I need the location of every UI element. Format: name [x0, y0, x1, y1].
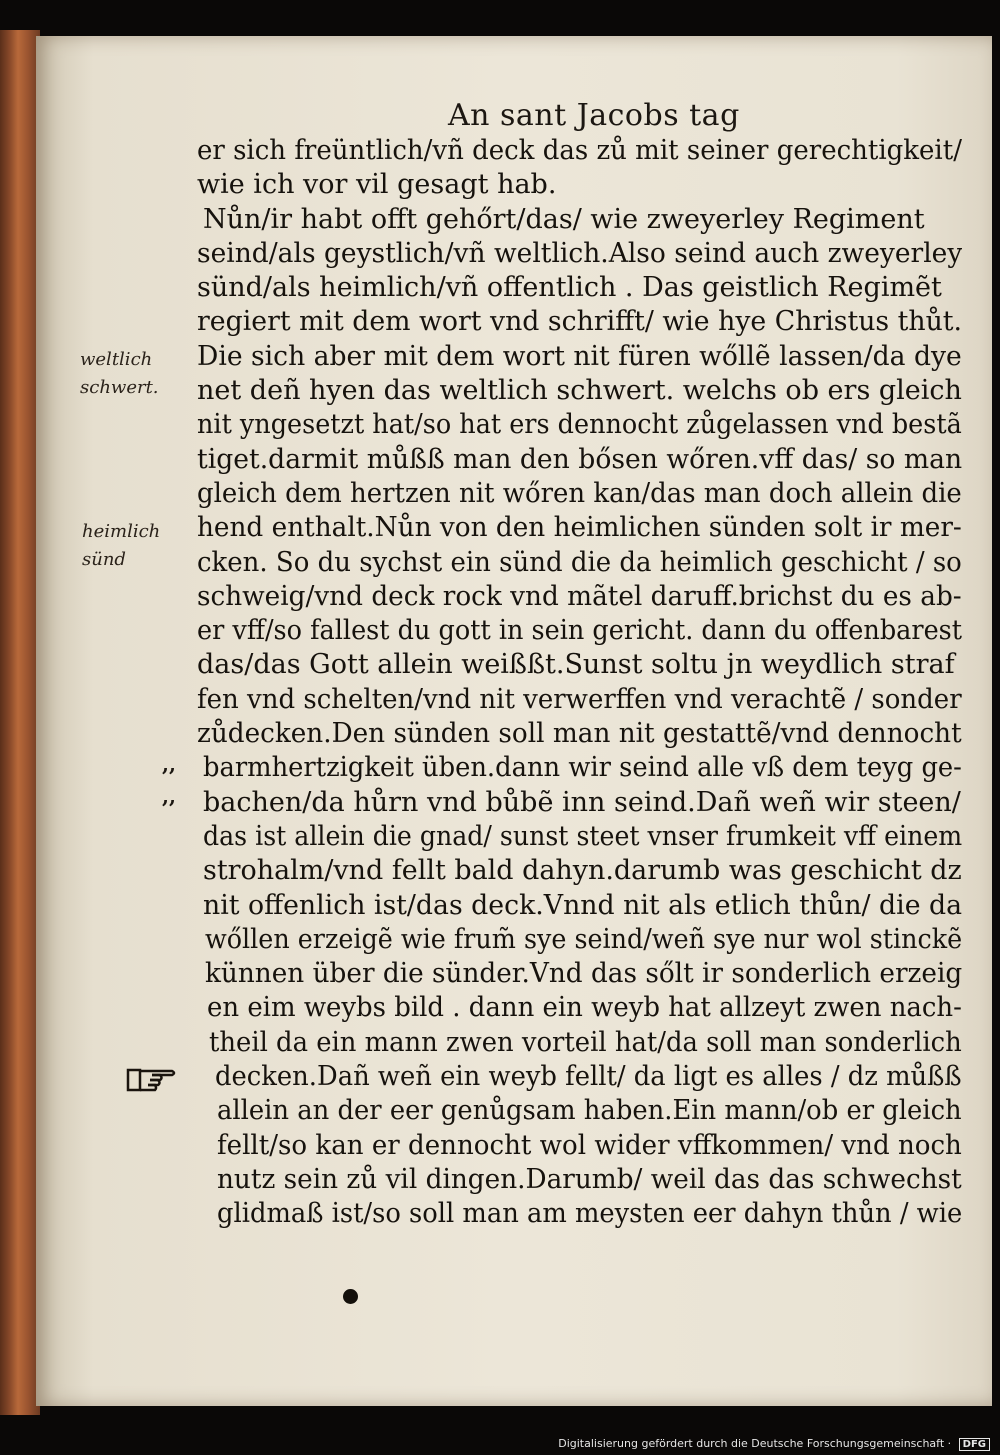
dfg-logo: DFG: [959, 1438, 990, 1451]
text-line-6: regiert mit dem wort vnd schrifft/ wie hye Christus thůt.: [197, 306, 962, 338]
text-line-19: barmhertzigkeit üben.dann wir seind alle vß dem teyg ge-: [203, 752, 962, 784]
body-text: [197, 134, 962, 1232]
text-line-23: nit offenlich ist/das deck.Vnnd nit als etlich thůn/ die da: [203, 889, 962, 921]
text-line-13: cken. So du sychst ein sünd die da heimlich geschicht / so: [197, 546, 962, 578]
margin-note-weltlich-line-1: weltlich: [80, 349, 153, 370]
text-line-28: decken.Dañ weñ ein weyb fellt/ da ligt es alles / dz můßß: [215, 1061, 962, 1093]
text-line-32: glidmaß ist/so soll man am meysten eer dahyn thůn / wie: [217, 1198, 962, 1230]
text-line-2: wie ich vor vil gesagt hab.: [197, 169, 557, 201]
text-line-14: schweig/vnd deck rock vnd mãtel daruff.brichst du es ab-: [197, 580, 962, 612]
text-line-29: allein an der eer genůgsam haben.Ein mann/ob er gleich: [217, 1095, 962, 1127]
text-line-25: künnen über die sünder.Vnd das sőlt ir sonderlich erzeig: [205, 958, 962, 990]
quote-mark-2: ,,: [162, 784, 176, 808]
text-line-9: nit yngesetzt hat/so hat ers dennocht zůgelassen vnd bestã: [197, 409, 962, 441]
text-line-4: seind/als geystlich/vñ weltlich.Also seind auch zweyerley: [197, 237, 962, 269]
text-line-16: das/das Gott allein weißßt.Sunst soltu jn weydlich straf: [197, 649, 955, 681]
text-line-24: wőllen erzeigẽ wie frum̃ sye seind/weñ sye nur wol stinckẽ: [205, 923, 962, 955]
running-head: An sant Jacobs tag: [448, 98, 740, 133]
text-line-12: hend enthalt.Nůn von den heimlichen sünden solt ir mer-: [197, 512, 962, 544]
text-line-18: zůdecken.Den sünden soll man nit gestattẽ/vnd dennocht: [197, 718, 962, 750]
text-line-17: fen vnd schelten/vnd nit verwerffen vnd verachtẽ / sonder: [197, 683, 962, 715]
footer-text: Digitalisierung gefördert durch die Deutsche Forschungsgemeinschaft ·: [558, 1437, 952, 1450]
text-line-21: das ist allein die gnad/ sunst steet vnser frumkeit vff einem: [203, 820, 962, 852]
text-line-1: er sich freüntlich/vñ deck das zů mit seiner gerechtigkeit/: [197, 135, 962, 166]
pointing-hand-icon: [126, 1062, 178, 1094]
margin-note-weltlich-line-2: schwert.: [80, 377, 159, 398]
text-line-3: Nůn/ir habt offt gehőrt/das/ wie zweyerley Regiment: [203, 203, 925, 235]
book-spine-edge: [0, 30, 40, 1415]
text-line-26: en eim weybs bild . dann ein weyb hat allzeyt zwen nach-: [207, 992, 962, 1024]
text-line-7: Die sich aber mit dem wort nit füren wőllẽ lassen/da dye: [197, 340, 962, 372]
text-line-11: gleich dem hertzen nit wőren kan/das man doch allein die: [197, 477, 962, 509]
margin-note-heimlich: [82, 518, 160, 574]
text-line-15: er vff/so fallest du gott in sein gericht. dann du offenbarest: [197, 615, 962, 647]
margin-note-heimlich-line-2: sünd: [82, 549, 126, 570]
page-dot-mark: [343, 1289, 358, 1304]
margin-note-weltlich: [80, 346, 159, 402]
text-line-27: theil da ein mann zwen vorteil hat/da soll man sonderlich: [209, 1026, 962, 1058]
margin-note-heimlich-line-1: heimlich: [82, 521, 161, 542]
text-line-20: bachen/da hůrn vnd bůbẽ inn seind.Dañ weñ wir steen/: [203, 786, 961, 818]
text-line-31: nutz sein zů vil dingen.Darumb/ weil das das schwechst: [217, 1163, 962, 1195]
footer-credit: [558, 1437, 990, 1451]
text-line-8: net deñ hyen das weltlich schwert. welchs ob ers gleich: [197, 375, 962, 407]
text-line-5: sünd/als heimlich/vñ offentlich . Das geistlich Regimẽt: [197, 272, 942, 304]
quote-mark-1: ,,: [162, 752, 176, 776]
text-line-10: tiget.darmit můßß man den bősen wőren.vff das/ so man: [197, 443, 962, 475]
text-line-22: strohalm/vnd fellt bald dahyn.darumb was geschicht dz: [203, 855, 962, 887]
text-line-30: fellt/so kan er dennocht wol wider vffkommen/ vnd noch: [217, 1129, 962, 1161]
